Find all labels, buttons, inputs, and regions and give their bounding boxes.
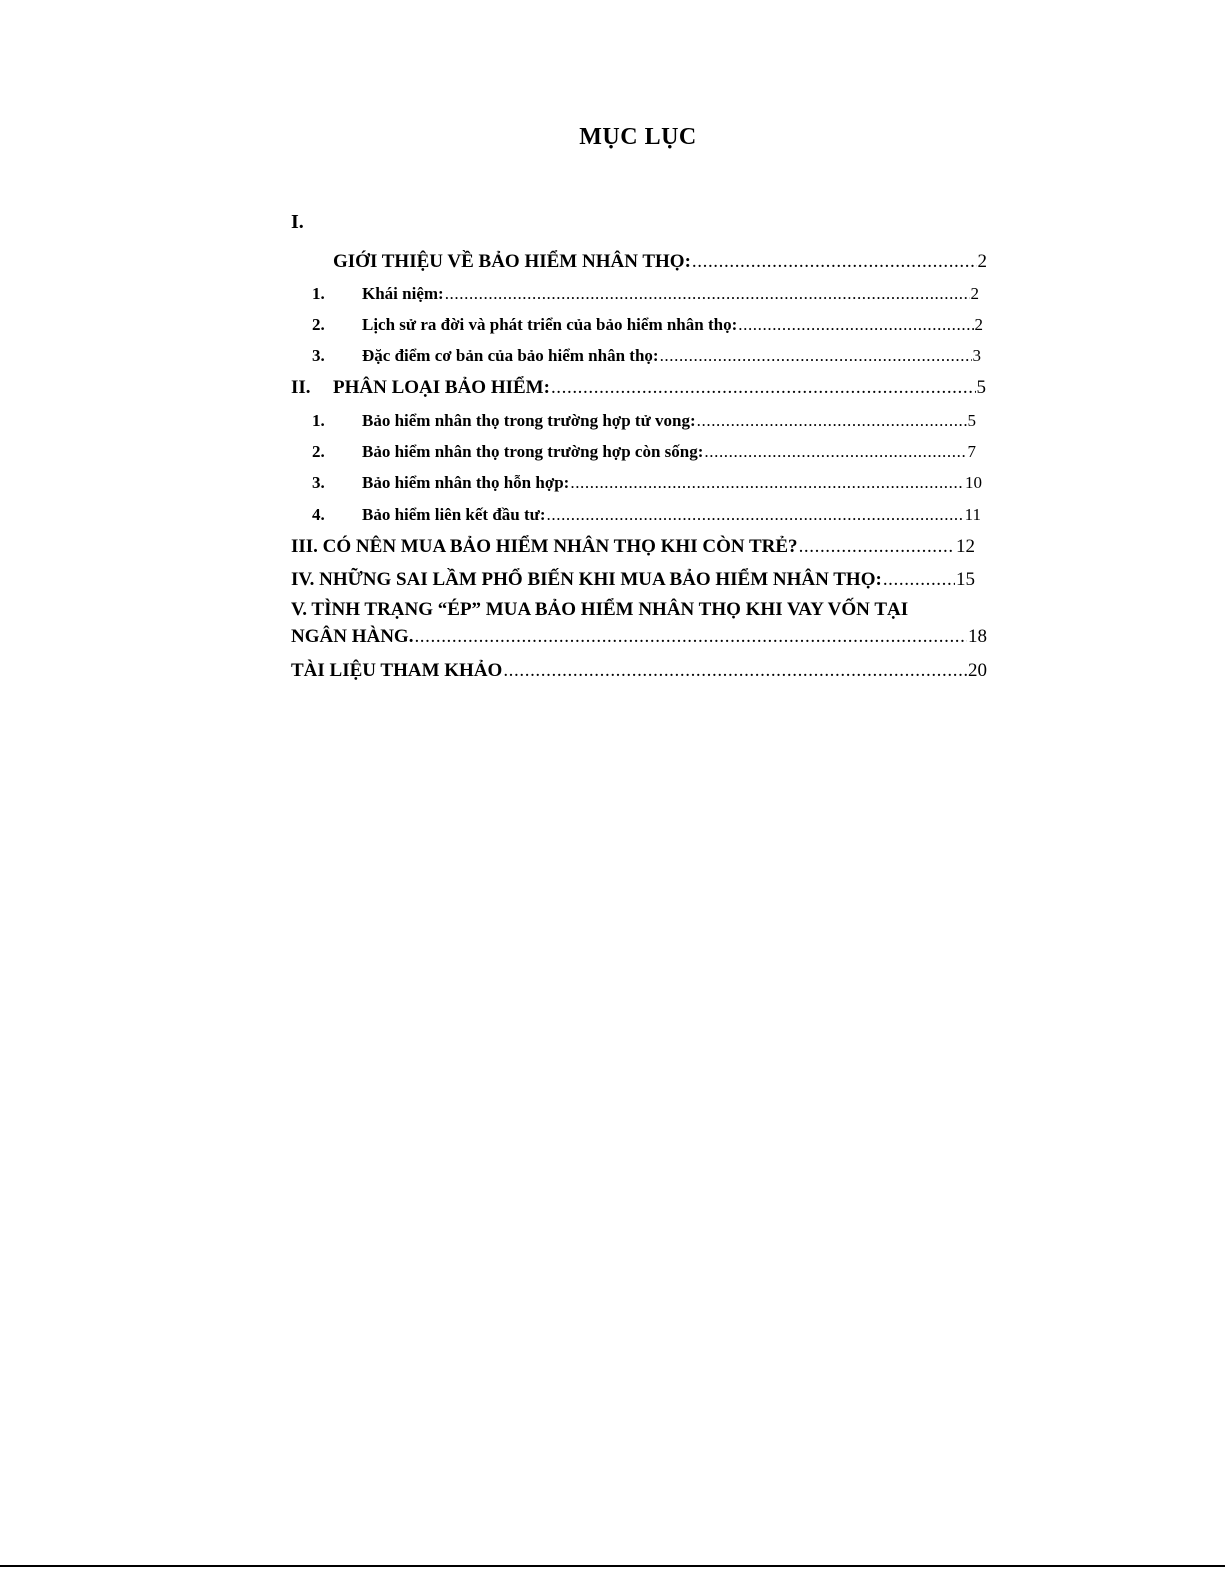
toc-entry-page: 20 <box>968 660 987 681</box>
dot-leader <box>551 376 976 400</box>
dot-leader <box>692 250 977 274</box>
toc-entry-page: 3 <box>972 346 981 365</box>
toc-entry-label: Khái niệm: <box>362 284 444 303</box>
toc-entry-references[interactable] <box>291 659 987 683</box>
dot-leader <box>799 535 955 559</box>
toc-entry-label: TÀI LIỆU THAM KHẢO <box>291 660 503 681</box>
dot-leader <box>697 409 967 433</box>
toc-entry-label: Bảo hiểm nhân thọ hỗn hợp: <box>362 473 570 492</box>
toc-section-number-i: I. <box>291 211 304 233</box>
toc-entry-number: II. <box>291 377 311 398</box>
toc-entry-label: PHÂN LOẠI BẢO HIỂM: <box>333 377 550 398</box>
toc-entry-section-4[interactable] <box>291 568 975 592</box>
toc-entry-label: GIỚI THIỆU VỀ BẢO HIỂM NHÂN THỌ: <box>333 251 691 272</box>
toc-entry-2-4[interactable] <box>312 503 981 527</box>
toc-entry-number: 2. <box>312 315 325 334</box>
toc-entry-label: Bảo hiểm nhân thọ trong trường hợp tử vong: <box>362 411 696 430</box>
dot-leader <box>660 344 972 368</box>
toc-entry-page: 2 <box>970 284 979 303</box>
toc-entry-section-3[interactable] <box>291 535 975 559</box>
toc-entry-page: 2 <box>974 315 983 334</box>
toc-entry-label: Lịch sử ra đời và phát triển của bảo hiểm nhân thọ: <box>362 315 738 334</box>
toc-entry-label: NGÂN HÀNG. <box>291 626 414 647</box>
toc-entry-page: 18 <box>968 626 987 647</box>
toc-entry-label: Bảo hiểm nhân thọ trong trường hợp còn sống: <box>362 442 704 461</box>
toc-entry-page: 12 <box>956 536 975 557</box>
toc-entry-label: Đặc điểm cơ bản của bảo hiểm nhân thọ: <box>362 346 659 365</box>
page-bottom-border <box>0 1565 1225 1567</box>
toc-entry-page: 2 <box>977 251 987 272</box>
toc-entry-page: 5 <box>967 411 976 430</box>
dot-leader <box>883 568 955 592</box>
dot-leader <box>445 282 970 306</box>
toc-entry-number: 3. <box>312 473 325 492</box>
page-title: MỤC LỤC <box>579 124 697 150</box>
toc-entry-1-2[interactable] <box>312 313 983 337</box>
toc-entry-label: III. CÓ NÊN MUA BẢO HIỂM NHÂN THỌ KHI CÒN TRẺ? <box>291 536 798 557</box>
toc-entry-number: 3. <box>312 346 325 365</box>
toc-entry-page: 15 <box>956 569 975 590</box>
toc-entry-number: 1. <box>312 411 325 430</box>
dot-leader <box>414 625 967 649</box>
toc-entry-number: 1. <box>312 284 325 303</box>
dot-leader <box>704 440 966 464</box>
toc-entry-page: 10 <box>965 473 982 492</box>
toc-entry-label: Bảo hiểm liên kết đầu tư: <box>362 505 546 524</box>
toc-entry-1-3[interactable] <box>312 344 981 368</box>
toc-entry-page: 7 <box>967 442 976 461</box>
toc-entry-1-1[interactable] <box>312 282 979 306</box>
toc-entry-2-3[interactable] <box>312 471 982 495</box>
toc-entry-section-2[interactable] <box>291 376 986 400</box>
dot-leader <box>570 471 964 495</box>
toc-entry-page: 11 <box>964 505 981 524</box>
dot-leader <box>738 313 973 337</box>
dot-leader <box>503 659 967 683</box>
dot-leader <box>547 503 964 527</box>
toc-entry-number: 4. <box>312 505 325 524</box>
toc-entry-section-1[interactable] <box>333 250 987 274</box>
toc-entry-section-5-line1: V. TÌNH TRẠNG “ÉP” MUA BẢO HIỂM NHÂN THỌ KHI VAY VỐN TẠI <box>291 599 909 620</box>
toc-entry-page: 5 <box>976 377 986 398</box>
toc-entry-number: 2. <box>312 442 325 461</box>
toc-entry-section-5[interactable] <box>291 625 987 649</box>
toc-entry-2-2[interactable] <box>312 440 976 464</box>
toc-entry-2-1[interactable] <box>312 409 976 433</box>
toc-entry-label: IV. NHỮNG SAI LẦM PHỔ BIẾN KHI MUA BẢO HIỂM NHÂN THỌ: <box>291 569 882 590</box>
